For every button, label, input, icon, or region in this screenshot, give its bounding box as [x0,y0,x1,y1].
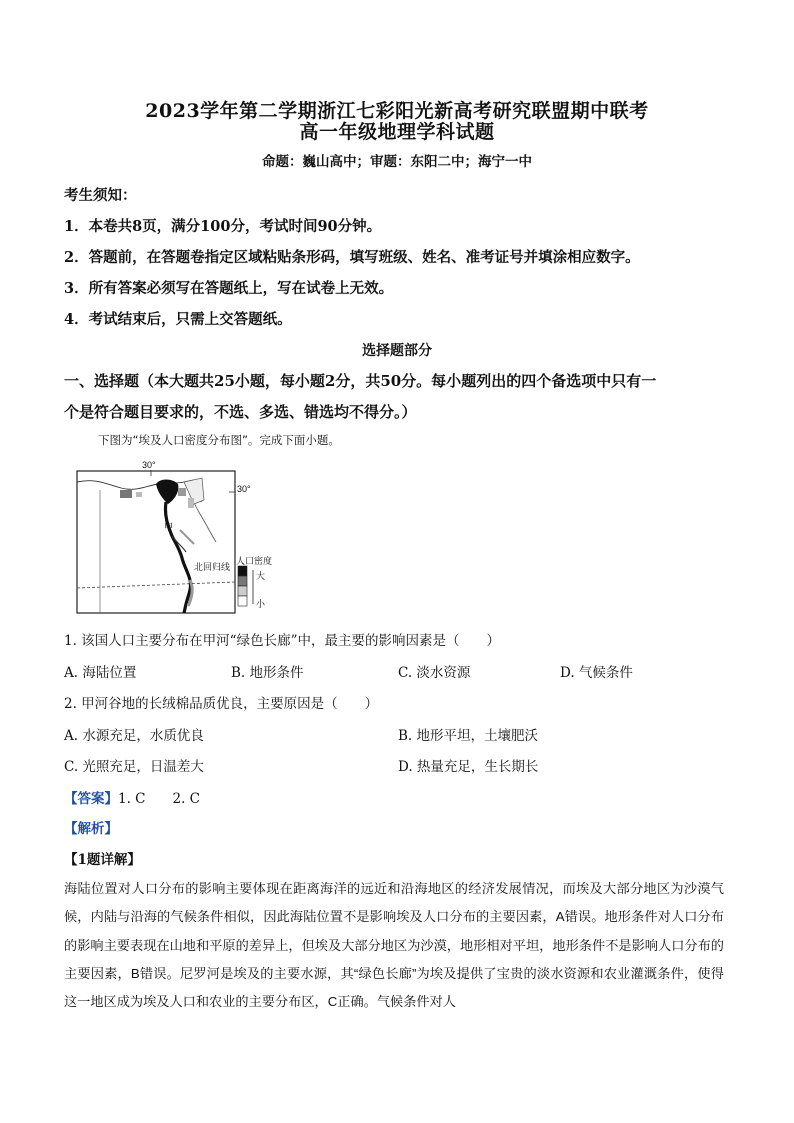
legend-title: 人口密度 [236,556,273,566]
detail-heading: 【1题详解】 [64,852,141,868]
question-2-option-a: A. 水源充足，水质优良 [64,728,204,744]
figure-caption: 下图为“埃及人口密度分布图”。完成下面小题。 [98,433,340,447]
legend-low [238,596,247,606]
lat-label-top: 30° [142,460,156,470]
answer-text: 1. C 2. C [118,791,201,807]
egypt-population-map [76,460,276,614]
notice-heading: 考生须知： [64,187,137,204]
question-1-option-a: A. 海陆位置 [64,665,137,681]
question-2-option-b: B. 地形平坦，土壤肥沃 [398,728,539,744]
oasis-patch [120,490,132,498]
exam-subtitle: 高一年级地理学科试题 [299,121,495,143]
question-2-stem: 2. 甲河谷地的长绒棉品质优良，主要原因是（ ） [64,696,379,712]
legend-low-label: 小 [256,599,266,609]
river-label: 甲 [164,522,174,532]
question-1-stem: 1. 该国人口主要分布在甲河“绿色长廊”中，最主要的影响因素是（ ） [64,633,500,649]
section-title: 选择题部分 [362,343,432,359]
legend-high [238,566,247,576]
exam-title: 2023学年第二学期浙江七彩阳光新高考研究联盟期中联考 [145,100,649,122]
question-1-option-b: B. 地形条件 [231,665,304,681]
notice-item: 3．所有答案必须写在答题纸上，写在试卷上无效。 [64,280,394,297]
analysis-tag: 【解析】 [64,821,118,837]
question-2-option-c: C. 光照充足，日温差大 [64,759,204,775]
question-1-option-c: C. 淡水资源 [398,665,471,681]
map-frame [77,471,235,613]
section-intro-line1: 一、选择题（本大题共25小题，每小题2分，共50分。每小题列出的四个备选项中只有一 [64,372,657,390]
question-1-option-d: D. 气候条件 [560,665,633,681]
notice-item: 1．本卷共8页，满分100分，考试时间90分钟。 [64,218,382,235]
detail-paragraph: 海陆位置对人口分布的影响主要体现在距离海洋的远近和沿海地区的经济发展情况，而埃及大部分地区为沙漠气候，内陆与沿海的气候条件相似，因此海陆位置不是影响埃及人口分布的主要因素，A错误。地形条件对人口分布的影响主要表现在山地和平原的差异上，但埃及大部分地区为沙漠，地形相对平坦，地形条件不是影响人口分布的主要因素，B错误。尼罗河是埃及的主要水源，其“绿色长廊”为埃及提供了宝贵的淡水资源和农业灌溉条件，使得这一地区成为埃及人口和农业的主要分布区，C正确。气候条件对人 [64,881,724,1010]
tropic-label: 北回归线 [194,562,231,572]
answer-tag: 【答案】 [64,791,118,807]
legend-high-label: 大 [256,571,266,581]
notice-item: 4．考试结束后，只需上交答题纸。 [64,311,292,328]
authors-line: 命题：巍山高中；审题：东阳二中；海宁一中 [262,154,532,170]
notice-item: 2．答题前，在答题卷指定区域粘贴条形码，填写班级、姓名、准考证号并填涂相应数字。 [64,249,640,266]
question-2-option-d: D. 热量充足，生长期长 [398,759,539,775]
lat-label-right: 30° [237,484,251,494]
section-intro-line2: 个是符合题目要求的，不选、多选、错选均不得分。） [64,403,417,421]
answer-line [64,787,200,807]
